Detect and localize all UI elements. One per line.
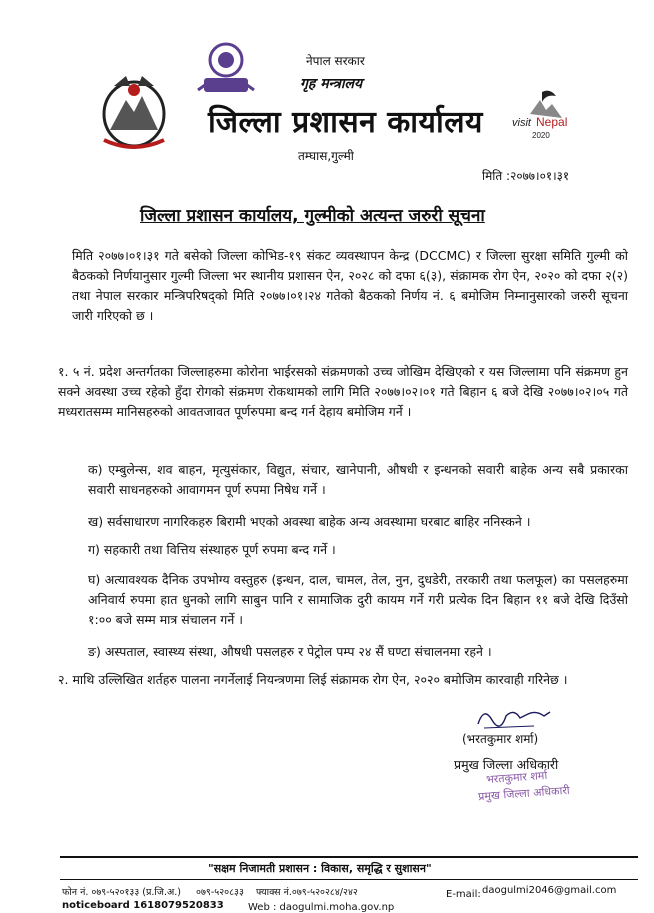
office-location: तम्घास,गुल्मी bbox=[298, 149, 354, 163]
notice-intro: मिति २०७७।०१।३१ गते बसेको जिल्ला कोभिड-१९ संकट व्यवस्थापन केन्द्र (DCCMC) र जिल्ला सुरक्षा समिति गुल्मी को बैठकको निर्णयानुसार गुल्मी जिल्ला भर स्थानीय प्रशासन ऐन, २०२८ को दफा ६(३), संक्रामक रोग ऐन, २०२० को दफा २(२) तथा नेपाल सरकार मन्त्रिपरिषद्को मिति २०७७।०१।२४ गतेको बैठकको निर्णय नं. ६ बमोजिम निम्नानुसारको जरुरी सूचना जारी गरिएको छ । bbox=[72, 248, 628, 323]
notice-title: जिल्ला प्रशासन कार्यालय, गुल्मीको अत्यन्त जरुरी सूचना bbox=[140, 206, 485, 226]
visit-nepal-text: visit bbox=[512, 117, 531, 129]
footer-fax: ०७९-५२०८३३ फ्याक्स नं.०७९-५२०२८४/२४२ bbox=[196, 887, 358, 898]
footer-divider-bottom bbox=[60, 879, 638, 880]
footer-website[interactable]: Web : daogulmi.moha.gov.np bbox=[248, 902, 395, 913]
office-title: जिल्ला प्रशासन कार्यालय bbox=[208, 105, 483, 140]
sub-point-nga: ङ) अस्पताल, स्वास्थ्य संस्था, औषधी पसलहरु र पेट्रोल पम्प २४ सैं घण्टा संचालनमा रहने । bbox=[88, 644, 492, 659]
handwritten-signature bbox=[474, 702, 554, 732]
sub-point-ka: क) एम्बुलेन्स, शव बाहन, मृत्युसंकार, विद्युत, संचार, खानेपानी, औषधी र इन्धनको सवारी बाहेक अन्य सबै प्रकारका सवारी साधनहरुको आवागमन पूर्ण रुपमा निषेध गर्ने । bbox=[88, 462, 628, 497]
visit-nepal-logo-icon bbox=[510, 86, 570, 144]
stamp-name: भरतकुमार शर्मा bbox=[485, 768, 548, 787]
ministry-label: गृह मन्त्रालय bbox=[300, 76, 363, 92]
footer-motto: "सक्षम निजामती प्रशासन : विकास, समृद्धि र सुशासन" bbox=[208, 862, 432, 875]
footer-email[interactable]: daogulmi2046@gmail.com bbox=[482, 885, 617, 896]
stamp-title: प्रमुख जिल्ला अधिकारी bbox=[477, 783, 571, 804]
point-1: १. ५ नं. प्रदेश अन्तर्गतका जिल्लाहरुमा कोरोना भाईरसको संक्रमणको उच्च जोखिम देखिएको र यस जिल्लामा पनि संक्रमण हुन सक्ने अवस्था उच्च रहेको हुँदा रोगको संक्रमण रोकथामको लागि मिति २०७७।०२।०१ गते बिहान ६ बजे देखि २०७७।०२।०५ गते मध्यरातसम्म मानिसहरुको आवतजावत पूर्णरुपमा बन्द गर्न देहाय बमोजिम गर्ने । bbox=[58, 364, 628, 419]
sub-point-ga: ग) सहकारी तथा वित्तिय संस्थाहरु पूर्ण रुपमा बन्द गर्ने । bbox=[88, 542, 336, 557]
government-label: नेपाल सरकार bbox=[306, 54, 365, 68]
signatory-title: प्रमुख जिल्ला अधिकारी bbox=[454, 757, 559, 772]
footer-divider-top bbox=[60, 856, 638, 858]
nepal-emblem-icon bbox=[96, 70, 172, 150]
footer-noticeboard: noticeboard 1618079520833 bbox=[62, 900, 224, 911]
svg-text:2020: 2020 bbox=[532, 131, 550, 140]
footer-phone: फोन नं. ०७९-५२०१३३ (प्र.जि.अ.) bbox=[62, 887, 181, 898]
footer-email-label: E-mail: bbox=[446, 889, 481, 900]
sub-point-gha: घ) अत्यावश्यक दैनिक उपभोग्य वस्तुहरु (इन्धन, दाल, चामल, तेल, नुन, दुधडेरी, तरकारी तथा फलफूल) का पसलहरुमा अनिवार्य रुपमा हात धुनको लागि साबुन पानि र सामाजिक दुरी कायम गर्ने गरी प्रत्येक दिन बिहान ११ बजे देखि दिउँसो १:०० बजे सम्म मात्र संचालन गर्ने । bbox=[88, 572, 628, 627]
point-2: २. माथि उल्लिखित शर्तहरु पालना नगर्नेलाई नियन्त्रणमा लिई संक्रामक रोग ऐन, २०२० बमोजिम कारवाही गरिनेछ । bbox=[58, 672, 568, 687]
notice-date: मिति :२०७७।०१।३१ bbox=[482, 169, 570, 183]
office-logo-icon bbox=[192, 38, 260, 102]
svg-text:Nepal: Nepal bbox=[536, 115, 568, 129]
signatory-name: (भरतकुमार शर्मा) bbox=[462, 732, 539, 746]
sub-point-kha: ख) सर्वसाधारण नागरिकहरु बिरामी भएको अवस्था बाहेक अन्य अवस्थामा घरबाट बाहिर ननिस्कने । bbox=[88, 514, 531, 529]
